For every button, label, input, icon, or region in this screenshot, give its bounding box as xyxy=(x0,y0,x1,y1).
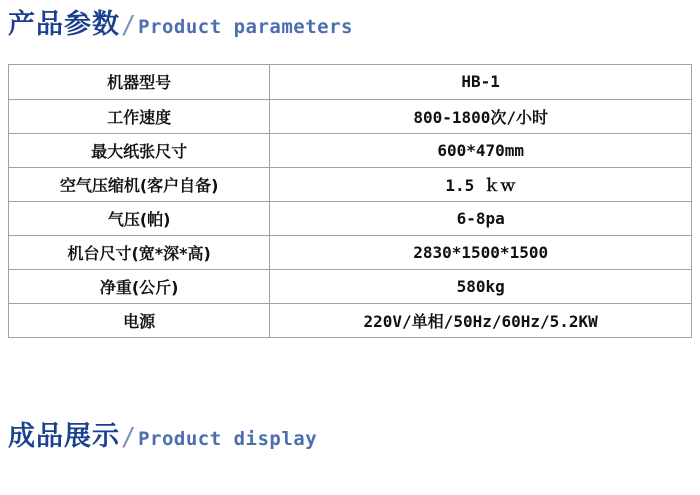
spec-table xyxy=(9,65,691,338)
spec-label: 空气压缩机(客户自备) xyxy=(9,167,270,201)
spec-value: 1.5 ｋｗ xyxy=(270,167,691,201)
section-heading-en: Product display xyxy=(138,428,318,450)
table-row xyxy=(9,201,691,235)
section-heading-product-parameters xyxy=(0,0,700,42)
table-row xyxy=(9,65,691,99)
spec-value: 2830*1500*1500 xyxy=(270,235,691,269)
spec-value: 220V/单相/50Hz/60Hz/5.2KW xyxy=(270,303,691,337)
spec-label: 气压(帕) xyxy=(9,201,270,235)
spec-label: 工作速度 xyxy=(9,99,270,133)
spec-table-container xyxy=(8,64,692,338)
spec-label: 最大纸张尺寸 xyxy=(9,133,270,167)
table-row xyxy=(9,303,691,337)
spec-label: 电源 xyxy=(9,303,270,337)
spec-value: 6-8pa xyxy=(270,201,691,235)
section-heading-separator: / xyxy=(121,422,137,451)
section-heading-cn: 产品参数 xyxy=(8,9,120,40)
table-row xyxy=(9,167,691,201)
table-row xyxy=(9,235,691,269)
spec-value: 800-1800次/小时 xyxy=(270,99,691,133)
spec-value: 600*470mm xyxy=(270,133,691,167)
table-row xyxy=(9,269,691,303)
section-heading-separator: / xyxy=(121,10,137,39)
spec-value: HB-1 xyxy=(270,65,691,99)
section-heading-product-display xyxy=(0,420,700,454)
spec-label: 机台尺寸(宽*深*高) xyxy=(9,235,270,269)
section-heading-en: Product parameters xyxy=(138,16,353,38)
spec-label: 机器型号 xyxy=(9,65,270,99)
table-row xyxy=(9,99,691,133)
spec-label: 净重(公斤) xyxy=(9,269,270,303)
table-row xyxy=(9,133,691,167)
section-heading-cn: 成品展示 xyxy=(8,421,120,452)
spec-value: 580kg xyxy=(270,269,691,303)
